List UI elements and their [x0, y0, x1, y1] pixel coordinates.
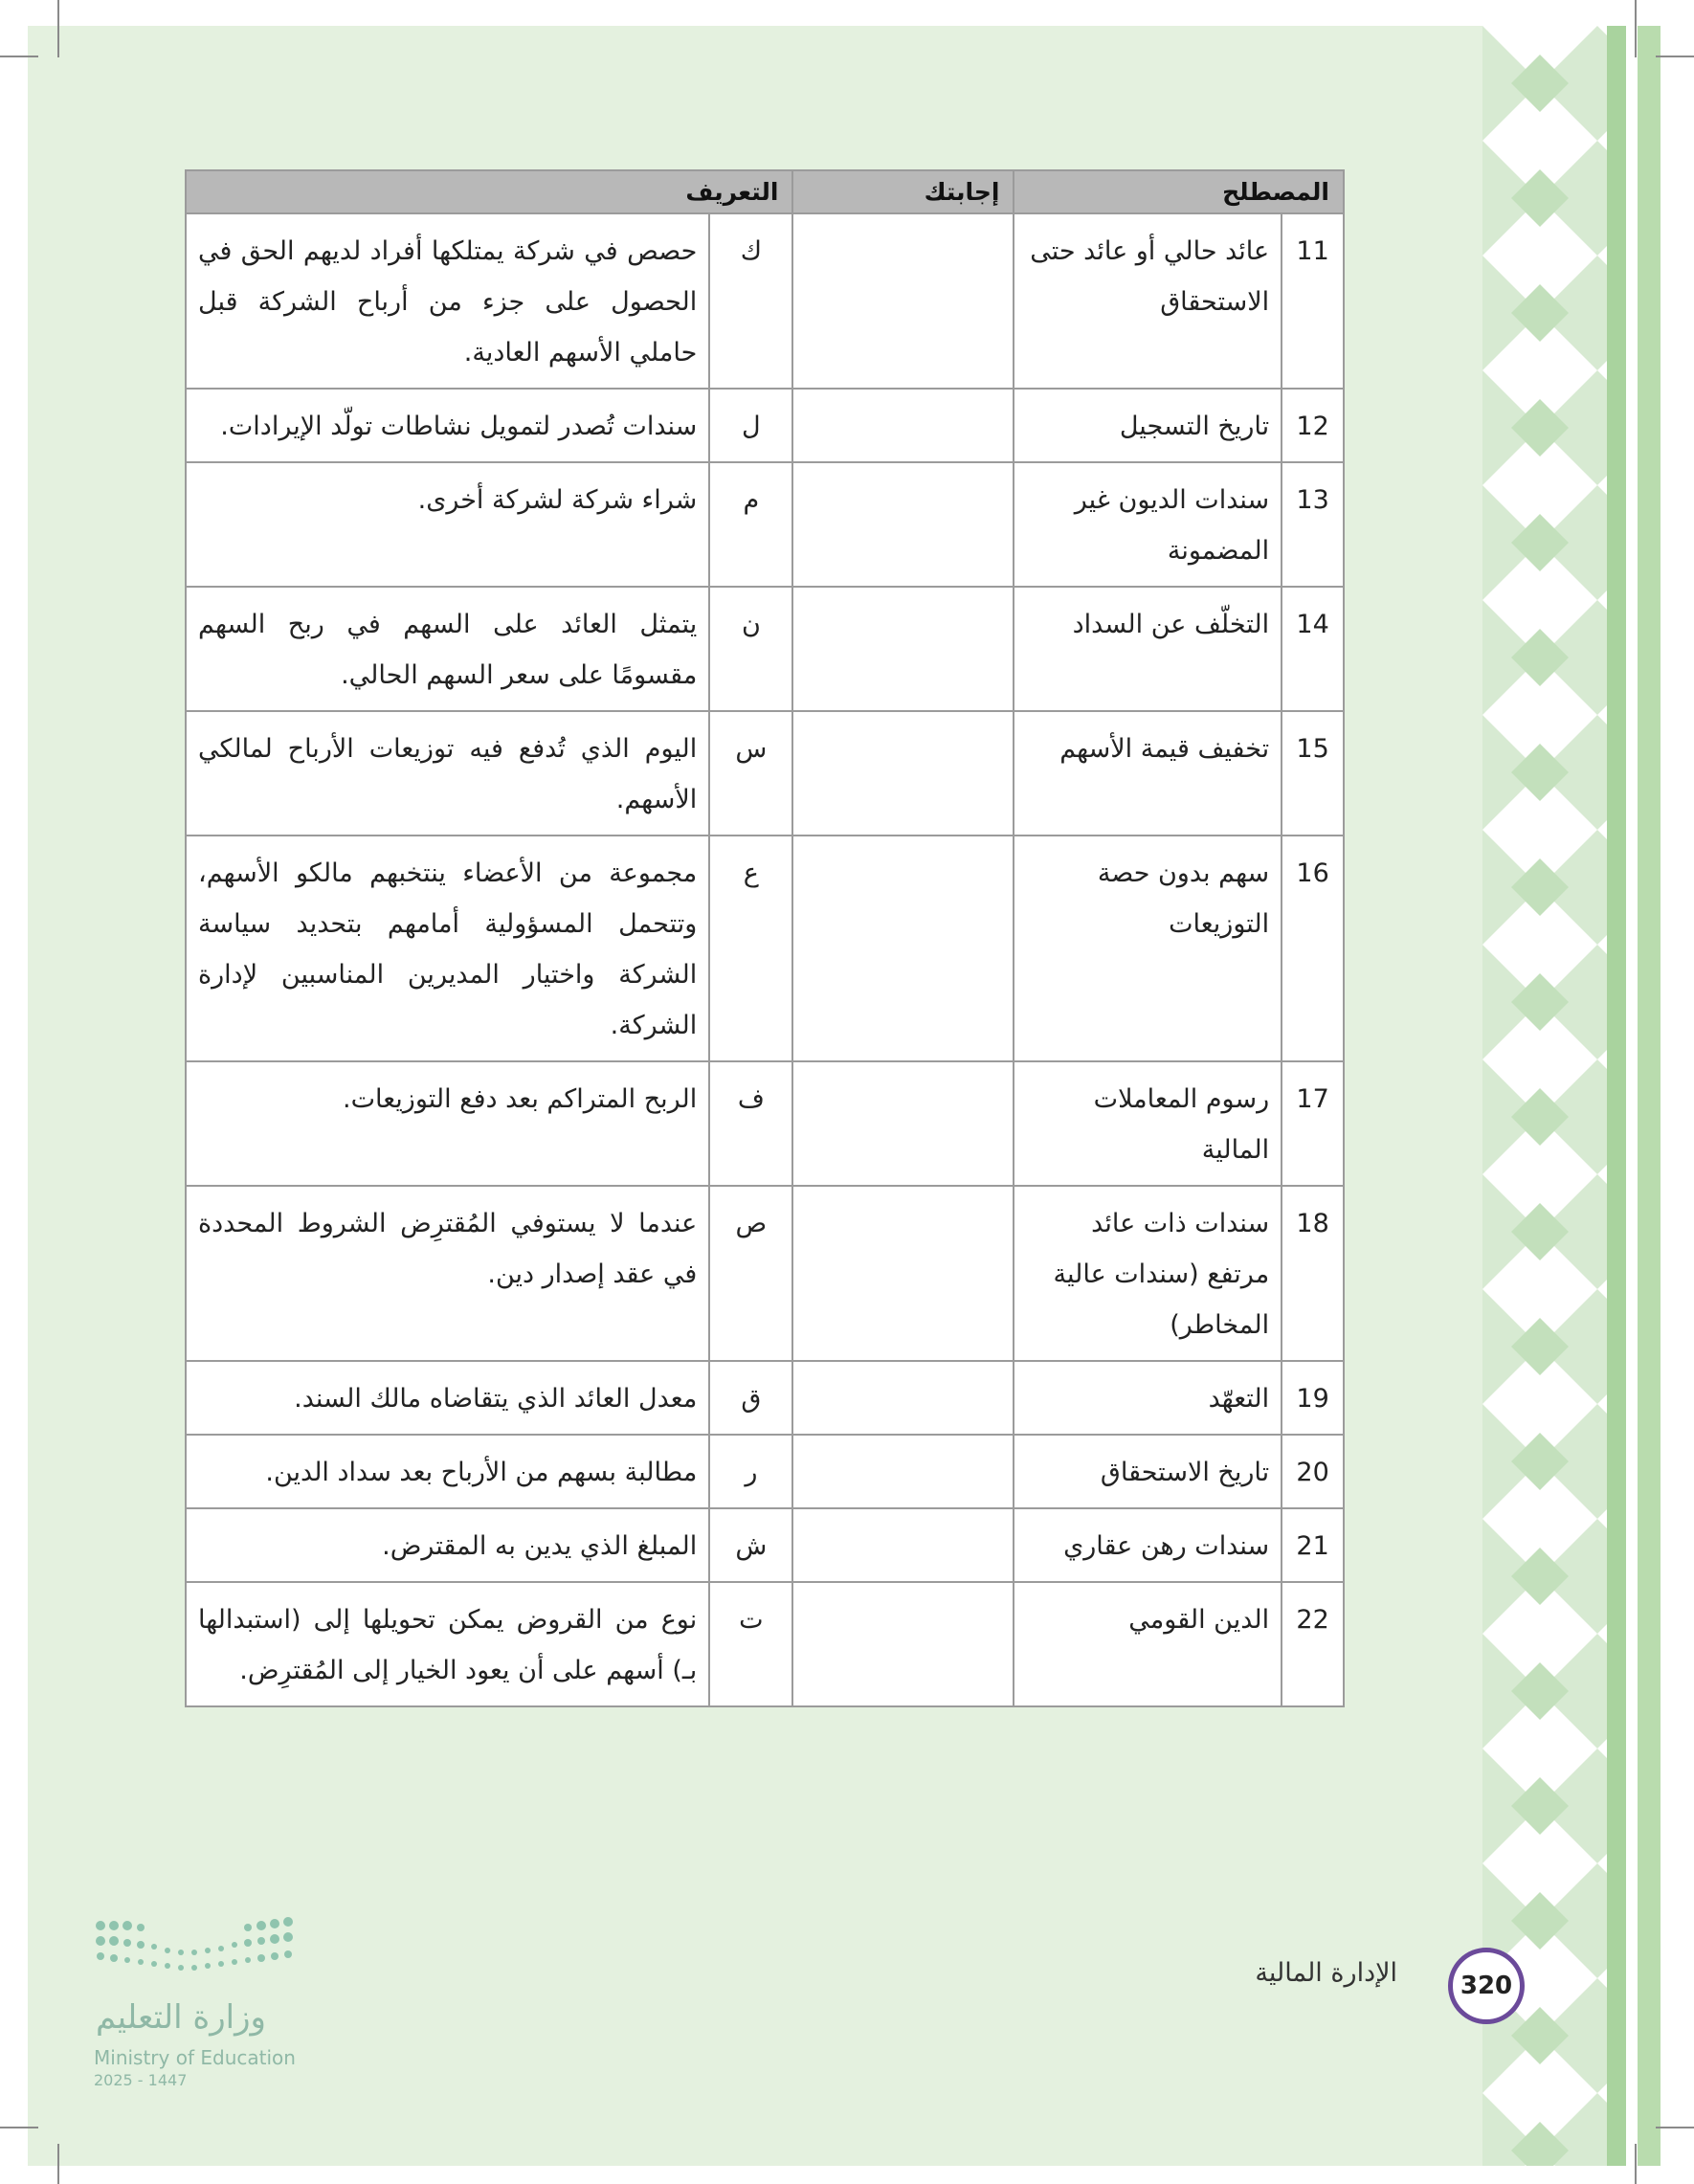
definition-letter: ن [709, 587, 792, 711]
definition-letter: ص [709, 1186, 792, 1361]
answer-cell[interactable] [792, 587, 1014, 711]
answer-cell[interactable] [792, 1061, 1014, 1186]
table-row [186, 462, 1344, 587]
definition-cell: عندما لا يستوفي المُقترِض الشروط المحددة في عقد إصدار دين. [186, 1186, 709, 1361]
term-cell: سندات رهن عقاري [1014, 1508, 1282, 1582]
term-cell: التخلّف عن السداد [1014, 587, 1282, 711]
answer-cell[interactable] [792, 1508, 1014, 1582]
definition-letter: ر [709, 1435, 792, 1508]
crop-mark [0, 2127, 38, 2128]
definition-letter: س [709, 711, 792, 836]
row-number: 19 [1282, 1361, 1344, 1435]
row-number: 12 [1282, 389, 1344, 462]
decorative-pattern-band [1482, 26, 1674, 2166]
definition-cell: حصص في شركة يمتلكها أفراد لديهم الحق في الحصول على جزء من أرباح الشركة قبل حاملي الأسهم العادية. [186, 213, 709, 389]
answer-cell[interactable] [792, 1361, 1014, 1435]
book-title: الإدارة المالية [1255, 1958, 1397, 1988]
definition-cell: الربح المتراكم بعد دفع التوزيعات. [186, 1061, 709, 1186]
table-header-row [186, 170, 1344, 213]
definition-cell: معدل العائد الذي يتقاضاه مالك السند. [186, 1361, 709, 1435]
crop-mark [57, 2144, 59, 2184]
definition-cell: سندات تُصدر لتمويل نشاطات تولّد الإيرادات. [186, 389, 709, 462]
term-cell: رسوم المعاملات المالية [1014, 1061, 1282, 1186]
term-cell: تاريخ الاستحقاق [1014, 1435, 1282, 1508]
crop-mark [57, 0, 59, 57]
table-row [186, 1186, 1344, 1361]
row-number: 17 [1282, 1061, 1344, 1186]
row-number: 22 [1282, 1582, 1344, 1706]
table-row [186, 1061, 1344, 1186]
definition-cell: اليوم الذي تُدفع فيه توزيعات الأرباح لمالكي الأسهم. [186, 711, 709, 836]
answer-cell[interactable] [792, 1582, 1014, 1706]
definition-cell: يتمثل العائد على السهم في ربح السهم مقسومًا على سعر السهم الحالي. [186, 587, 709, 711]
row-number: 20 [1282, 1435, 1344, 1508]
crop-mark [1656, 2127, 1694, 2128]
terms-matching-table [185, 169, 1345, 1707]
table-row [186, 587, 1344, 711]
row-number: 14 [1282, 587, 1344, 711]
header-definition: التعريف [186, 170, 792, 213]
answer-cell[interactable] [792, 462, 1014, 587]
answer-cell[interactable] [792, 1186, 1014, 1361]
definition-letter: ش [709, 1508, 792, 1582]
definition-cell: مطالبة بسهم من الأرباح بعد سداد الدين. [186, 1435, 709, 1508]
row-number: 11 [1282, 213, 1344, 389]
definition-cell: المبلغ الذي يدين به المقترض. [186, 1508, 709, 1582]
table-row [186, 1361, 1344, 1435]
row-number: 21 [1282, 1508, 1344, 1582]
term-cell: عائد حالي أو عائد حتى الاستحقاق [1014, 213, 1282, 389]
ministry-logo-icon [91, 1916, 311, 1993]
term-cell: سندات الديون غير المضمونة [1014, 462, 1282, 587]
table-row [186, 1435, 1344, 1508]
definition-letter: ل [709, 389, 792, 462]
term-cell: سهم بدون حصة التوزيعات [1014, 836, 1282, 1061]
definition-cell: شراء شركة لشركة أخرى. [186, 462, 709, 587]
header-answer: إجابتك [792, 170, 1014, 213]
term-cell: تخفيف قيمة الأسهم [1014, 711, 1282, 836]
answer-cell[interactable] [792, 836, 1014, 1061]
row-number: 16 [1282, 836, 1344, 1061]
definition-letter: ع [709, 836, 792, 1061]
answer-cell[interactable] [792, 389, 1014, 462]
definition-letter: ت [709, 1582, 792, 1706]
header-term: المصطلح [1014, 170, 1344, 213]
term-cell: التعهّد [1014, 1361, 1282, 1435]
logo-english-text: Ministry of Education [94, 2046, 296, 2069]
page-number-badge [1448, 1948, 1525, 2024]
crop-mark [1635, 0, 1637, 57]
crop-mark [1656, 56, 1694, 57]
definition-letter: ك [709, 213, 792, 389]
table-row [186, 1508, 1344, 1582]
table-row [186, 711, 1344, 836]
definition-letter: ف [709, 1061, 792, 1186]
table-row [186, 213, 1344, 389]
table-row [186, 1582, 1344, 1706]
crop-mark [0, 56, 38, 57]
row-number: 15 [1282, 711, 1344, 836]
term-cell: تاريخ التسجيل [1014, 389, 1282, 462]
answer-cell[interactable] [792, 1435, 1014, 1508]
page-number: 320 [1460, 1972, 1513, 2000]
logo-year-text: 2025 - 1447 [94, 2071, 188, 2089]
term-cell: سندات ذات عائد مرتفع (سندات عالية المخاطر) [1014, 1186, 1282, 1361]
definition-letter: ق [709, 1361, 792, 1435]
definition-letter: م [709, 462, 792, 587]
definition-cell: مجموعة من الأعضاء ينتخبهم مالكو الأسهم، وتتحمل المسؤولية أمامهم بتحديد سياسة الشركة واختيار المديرين المناسبين لإدارة الشركة. [186, 836, 709, 1061]
zigzag-pattern [1482, 26, 1674, 2166]
answer-cell[interactable] [792, 213, 1014, 389]
term-cell: الدين القومي [1014, 1582, 1282, 1706]
answer-cell[interactable] [792, 711, 1014, 836]
table-row [186, 389, 1344, 462]
row-number: 13 [1282, 462, 1344, 587]
crop-mark [1635, 2144, 1637, 2184]
definition-cell: نوع من القروض يمكن تحويلها إلى (استبدالها بـ) أسهم على أن يعود الخيار إلى المُقترِض. [186, 1582, 709, 1706]
table-row [186, 836, 1344, 1061]
logo-arabic-text: وزارة التعليم [96, 1998, 266, 2037]
row-number: 18 [1282, 1186, 1344, 1361]
